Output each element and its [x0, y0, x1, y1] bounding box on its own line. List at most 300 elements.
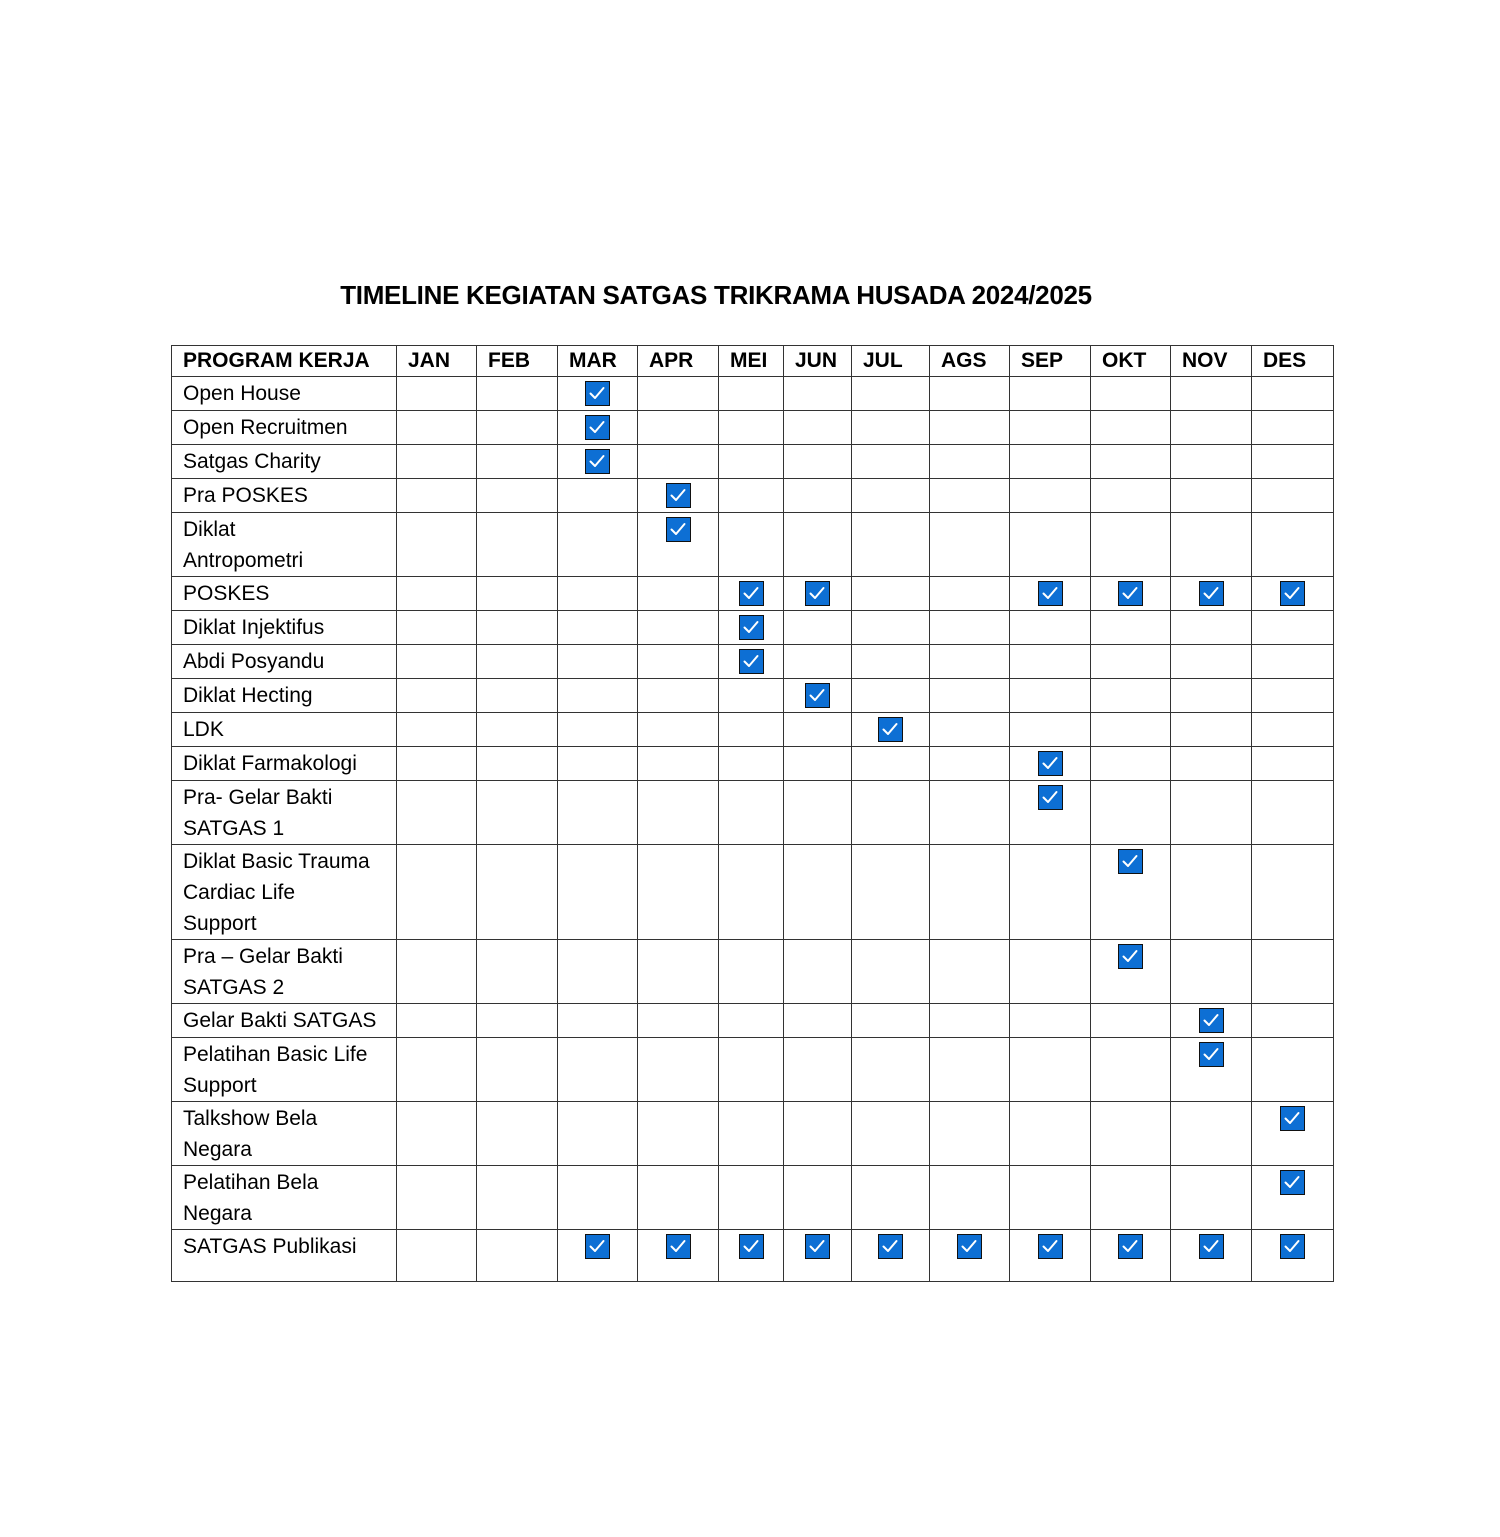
program-name-cell [172, 411, 397, 445]
month-cell-sep [1010, 411, 1091, 445]
month-cell-jan [397, 1102, 477, 1166]
month-cell-mar [558, 611, 638, 645]
month-cell-des [1252, 445, 1334, 479]
month-cell-okt [1091, 1004, 1171, 1038]
month-cell-jul [852, 679, 930, 713]
month-cell-jul [852, 445, 930, 479]
checked-checkbox-icon[interactable] [1199, 1042, 1224, 1067]
month-cell-apr [638, 679, 719, 713]
month-cell-nov [1171, 679, 1252, 713]
checkmark-icon [879, 1235, 901, 1257]
month-cell-apr [638, 445, 719, 479]
program-name-line: Diklat Hecting [183, 684, 313, 707]
month-cell-okt [1091, 445, 1171, 479]
month-cell-jan [397, 645, 477, 679]
month-cell-feb [477, 1038, 558, 1102]
month-cell-mei [719, 1230, 784, 1282]
table-row [172, 513, 1334, 577]
month-cell-ags [930, 513, 1010, 577]
checked-checkbox-icon[interactable] [739, 649, 764, 674]
month-cell-mei [719, 1004, 784, 1038]
month-cell-mar [558, 377, 638, 411]
checkmark-icon [958, 1235, 980, 1257]
month-cell-mei [719, 411, 784, 445]
month-cell-feb [477, 845, 558, 940]
checkmark-icon [586, 450, 608, 472]
table-row [172, 1166, 1334, 1230]
month-cell-jun [784, 445, 852, 479]
month-cell-ags [930, 645, 1010, 679]
month-cell-nov [1171, 1166, 1252, 1230]
table-row [172, 577, 1334, 611]
month-cell-jul [852, 1230, 930, 1282]
month-cell-jan [397, 377, 477, 411]
month-cell-apr [638, 411, 719, 445]
month-cell-feb [477, 645, 558, 679]
month-header-nov: NOV [1171, 346, 1252, 377]
checkmark-icon [806, 684, 828, 706]
checked-checkbox-icon[interactable] [739, 581, 764, 606]
month-cell-jul [852, 781, 930, 845]
month-cell-ags [930, 1004, 1010, 1038]
month-cell-jul [852, 513, 930, 577]
checkmark-icon [586, 382, 608, 404]
month-cell-feb [477, 940, 558, 1004]
month-cell-jan [397, 781, 477, 845]
month-cell-okt [1091, 845, 1171, 940]
month-header-jun: JUN [784, 346, 852, 377]
month-cell-jun [784, 1230, 852, 1282]
month-cell-jul [852, 747, 930, 781]
month-cell-ags [930, 377, 1010, 411]
checked-checkbox-icon[interactable] [1038, 785, 1063, 810]
checkmark-icon [1039, 1235, 1061, 1257]
table-row [172, 747, 1334, 781]
program-name-line: Gelar Bakti SATGAS [183, 1009, 377, 1032]
checked-checkbox-icon[interactable] [1280, 1170, 1305, 1195]
month-cell-ags [930, 1230, 1010, 1282]
month-cell-nov [1171, 445, 1252, 479]
month-cell-nov [1171, 411, 1252, 445]
month-cell-nov [1171, 611, 1252, 645]
month-cell-feb [477, 611, 558, 645]
month-cell-okt [1091, 1230, 1171, 1282]
month-cell-jan [397, 1166, 477, 1230]
month-cell-sep [1010, 1038, 1091, 1102]
month-cell-mar [558, 513, 638, 577]
month-cell-apr [638, 1038, 719, 1102]
program-name-line: Open House [183, 382, 301, 405]
table-body [172, 377, 1334, 1282]
month-cell-apr [638, 577, 719, 611]
month-cell-mei [719, 1038, 784, 1102]
month-cell-sep [1010, 747, 1091, 781]
program-name-cell [172, 940, 397, 1004]
month-cell-okt [1091, 940, 1171, 1004]
table-row [172, 1102, 1334, 1166]
month-cell-sep [1010, 679, 1091, 713]
month-cell-jun [784, 713, 852, 747]
month-cell-jun [784, 377, 852, 411]
month-cell-okt [1091, 747, 1171, 781]
program-name-cell [172, 1230, 397, 1282]
checkmark-icon [1200, 1235, 1222, 1257]
month-cell-ags [930, 1102, 1010, 1166]
month-cell-sep [1010, 377, 1091, 411]
month-cell-ags [930, 1038, 1010, 1102]
month-cell-okt [1091, 479, 1171, 513]
month-cell-des [1252, 1102, 1334, 1166]
month-header-ags: AGS [930, 346, 1010, 377]
month-cell-ags [930, 1166, 1010, 1230]
program-name-line: SATGAS 2 [183, 976, 285, 999]
checked-checkbox-icon[interactable] [1280, 1106, 1305, 1131]
program-name-line: Satgas Charity [183, 450, 321, 473]
checked-checkbox-icon[interactable] [1038, 581, 1063, 606]
program-name-line: Antropometri [183, 549, 304, 572]
month-cell-jun [784, 479, 852, 513]
month-cell-mei [719, 445, 784, 479]
month-cell-okt [1091, 513, 1171, 577]
checked-checkbox-icon[interactable] [585, 415, 610, 440]
checked-checkbox-icon[interactable] [585, 381, 610, 406]
checked-checkbox-icon[interactable] [1118, 849, 1143, 874]
month-cell-mei [719, 781, 784, 845]
month-cell-jan [397, 1230, 477, 1282]
month-cell-apr [638, 1102, 719, 1166]
month-cell-ags [930, 411, 1010, 445]
month-cell-jul [852, 377, 930, 411]
month-header-jul: JUL [852, 346, 930, 377]
month-cell-sep [1010, 1102, 1091, 1166]
month-cell-jan [397, 577, 477, 611]
table-row [172, 1004, 1334, 1038]
month-cell-ags [930, 713, 1010, 747]
month-cell-jan [397, 845, 477, 940]
table-row [172, 845, 1334, 940]
program-name-line: Diklat Basic Trauma [183, 850, 370, 873]
checked-checkbox-icon[interactable] [1280, 1234, 1305, 1259]
month-cell-jul [852, 577, 930, 611]
month-cell-nov [1171, 1230, 1252, 1282]
program-name-line: LDK [183, 718, 224, 741]
month-cell-okt [1091, 1166, 1171, 1230]
month-cell-ags [930, 845, 1010, 940]
month-cell-des [1252, 940, 1334, 1004]
month-cell-jun [784, 513, 852, 577]
month-cell-mar [558, 1230, 638, 1282]
checkmark-icon [586, 416, 608, 438]
month-cell-des [1252, 747, 1334, 781]
month-cell-jul [852, 1102, 930, 1166]
program-name-cell [172, 513, 397, 577]
month-cell-nov [1171, 645, 1252, 679]
month-cell-des [1252, 611, 1334, 645]
program-name-line: SATGAS 1 [183, 817, 285, 840]
month-cell-okt [1091, 611, 1171, 645]
table-row [172, 1230, 1334, 1282]
month-cell-okt [1091, 411, 1171, 445]
program-name-cell [172, 781, 397, 845]
month-cell-apr [638, 1230, 719, 1282]
checkmark-icon [1119, 582, 1141, 604]
month-cell-nov [1171, 1102, 1252, 1166]
month-cell-ags [930, 611, 1010, 645]
checkmark-icon [1281, 582, 1303, 604]
month-cell-okt [1091, 713, 1171, 747]
checkmark-icon [667, 1235, 689, 1257]
checkmark-icon [667, 484, 689, 506]
month-cell-apr [638, 645, 719, 679]
month-cell-jun [784, 411, 852, 445]
program-name-cell [172, 1166, 397, 1230]
month-cell-feb [477, 713, 558, 747]
month-cell-apr [638, 1004, 719, 1038]
month-cell-sep [1010, 445, 1091, 479]
month-cell-ags [930, 445, 1010, 479]
checked-checkbox-icon[interactable] [1118, 1234, 1143, 1259]
timeline-table [171, 345, 1334, 1282]
month-cell-ags [930, 747, 1010, 781]
month-cell-nov [1171, 747, 1252, 781]
program-name-cell [172, 577, 397, 611]
program-name-cell [172, 747, 397, 781]
checkmark-icon [1039, 752, 1061, 774]
month-cell-mar [558, 845, 638, 940]
table-row [172, 611, 1334, 645]
month-cell-jul [852, 411, 930, 445]
program-name-line: Pra- Gelar Bakti [183, 786, 333, 809]
month-cell-okt [1091, 645, 1171, 679]
program-name-cell [172, 377, 397, 411]
program-name-line: Diklat Farmakologi [183, 752, 357, 775]
month-cell-des [1252, 377, 1334, 411]
month-cell-apr [638, 747, 719, 781]
month-cell-jun [784, 1004, 852, 1038]
checkmark-icon [740, 616, 762, 638]
checkmark-icon [879, 718, 901, 740]
checkmark-icon [586, 1235, 608, 1257]
month-cell-sep [1010, 645, 1091, 679]
month-cell-feb [477, 1230, 558, 1282]
checked-checkbox-icon[interactable] [739, 1234, 764, 1259]
checked-checkbox-icon[interactable] [1038, 1234, 1063, 1259]
checked-checkbox-icon[interactable] [666, 483, 691, 508]
program-name-line: Pelatihan Basic Life [183, 1043, 368, 1066]
program-name-cell [172, 479, 397, 513]
program-name-line: Cardiac Life [183, 881, 296, 904]
month-cell-mar [558, 411, 638, 445]
month-cell-mei [719, 845, 784, 940]
month-cell-jun [784, 1166, 852, 1230]
checked-checkbox-icon[interactable] [585, 1234, 610, 1259]
month-cell-apr [638, 611, 719, 645]
checked-checkbox-icon[interactable] [666, 1234, 691, 1259]
program-name-line: SATGAS Publikasi [183, 1235, 357, 1258]
month-cell-nov [1171, 577, 1252, 611]
month-cell-jun [784, 940, 852, 1004]
program-name-cell [172, 445, 397, 479]
table-row [172, 377, 1334, 411]
month-cell-des [1252, 645, 1334, 679]
month-cell-ags [930, 479, 1010, 513]
month-cell-apr [638, 713, 719, 747]
checkmark-icon [806, 582, 828, 604]
checkmark-icon [1200, 1043, 1222, 1065]
checked-checkbox-icon[interactable] [1199, 1234, 1224, 1259]
program-name-cell [172, 611, 397, 645]
month-cell-mar [558, 1166, 638, 1230]
month-cell-apr [638, 479, 719, 513]
month-header-okt: OKT [1091, 346, 1171, 377]
checked-checkbox-icon[interactable] [1199, 1008, 1224, 1033]
program-name-line: POSKES [183, 582, 270, 605]
month-cell-mar [558, 479, 638, 513]
month-cell-jan [397, 713, 477, 747]
month-cell-jul [852, 940, 930, 1004]
month-cell-apr [638, 377, 719, 411]
month-cell-jul [852, 1166, 930, 1230]
month-cell-nov [1171, 781, 1252, 845]
month-cell-mar [558, 445, 638, 479]
table-row [172, 940, 1334, 1004]
program-name-cell [172, 713, 397, 747]
checkmark-icon [1119, 850, 1141, 872]
month-cell-jun [784, 645, 852, 679]
month-cell-jun [784, 1038, 852, 1102]
month-cell-des [1252, 781, 1334, 845]
month-cell-sep [1010, 1166, 1091, 1230]
checkmark-icon [1281, 1235, 1303, 1257]
table-row [172, 479, 1334, 513]
month-cell-jul [852, 1038, 930, 1102]
program-name-line: Support [183, 1074, 257, 1097]
checkmark-icon [1119, 1235, 1141, 1257]
document-title: TIMELINE KEGIATAN SATGAS TRIKRAMA HUSADA 2024/2025 [340, 280, 1092, 310]
program-name-line: Talkshow Bela [183, 1107, 318, 1130]
checked-checkbox-icon[interactable] [1199, 581, 1224, 606]
month-cell-okt [1091, 679, 1171, 713]
program-name-cell [172, 1102, 397, 1166]
program-name-cell [172, 1038, 397, 1102]
month-cell-jul [852, 1004, 930, 1038]
month-cell-sep [1010, 940, 1091, 1004]
month-header-mei: MEI [719, 346, 784, 377]
checked-checkbox-icon[interactable] [1118, 581, 1143, 606]
month-cell-feb [477, 1004, 558, 1038]
month-cell-des [1252, 713, 1334, 747]
month-cell-des [1252, 1004, 1334, 1038]
table-row [172, 645, 1334, 679]
month-cell-mei [719, 747, 784, 781]
month-cell-des [1252, 845, 1334, 940]
month-cell-nov [1171, 845, 1252, 940]
checked-checkbox-icon[interactable] [1118, 944, 1143, 969]
table-header [172, 346, 1334, 377]
checked-checkbox-icon[interactable] [1280, 581, 1305, 606]
checked-checkbox-icon[interactable] [957, 1234, 982, 1259]
checked-checkbox-icon[interactable] [739, 615, 764, 640]
table-row [172, 1038, 1334, 1102]
month-cell-jun [784, 781, 852, 845]
month-cell-feb [477, 747, 558, 781]
month-cell-jan [397, 1038, 477, 1102]
program-name-line: Negara [183, 1138, 252, 1161]
month-cell-okt [1091, 781, 1171, 845]
program-name-line: Pra – Gelar Bakti [183, 945, 343, 968]
month-cell-jun [784, 577, 852, 611]
month-cell-sep [1010, 781, 1091, 845]
checked-checkbox-icon[interactable] [805, 683, 830, 708]
checked-checkbox-icon[interactable] [805, 1234, 830, 1259]
month-cell-feb [477, 1166, 558, 1230]
month-cell-feb [477, 377, 558, 411]
month-cell-sep [1010, 513, 1091, 577]
program-kerja-header: PROGRAM KERJA [172, 346, 397, 377]
month-cell-des [1252, 513, 1334, 577]
month-cell-sep [1010, 611, 1091, 645]
month-cell-mei [719, 577, 784, 611]
month-cell-ags [930, 781, 1010, 845]
checked-checkbox-icon[interactable] [666, 517, 691, 542]
program-name-line: Support [183, 912, 257, 935]
month-cell-apr [638, 781, 719, 845]
month-cell-sep [1010, 1230, 1091, 1282]
checked-checkbox-icon[interactable] [878, 717, 903, 742]
month-cell-feb [477, 411, 558, 445]
table-row [172, 411, 1334, 445]
month-cell-nov [1171, 377, 1252, 411]
month-cell-nov [1171, 513, 1252, 577]
month-cell-jul [852, 479, 930, 513]
month-cell-sep [1010, 577, 1091, 611]
month-cell-mei [719, 713, 784, 747]
month-cell-apr [638, 940, 719, 1004]
month-cell-sep [1010, 1004, 1091, 1038]
program-name-cell [172, 645, 397, 679]
month-cell-okt [1091, 577, 1171, 611]
checked-checkbox-icon[interactable] [878, 1234, 903, 1259]
month-cell-mar [558, 577, 638, 611]
checked-checkbox-icon[interactable] [805, 581, 830, 606]
month-header-sep: SEP [1010, 346, 1091, 377]
month-cell-des [1252, 411, 1334, 445]
checkmark-icon [1281, 1171, 1303, 1193]
month-cell-nov [1171, 713, 1252, 747]
month-cell-okt [1091, 1102, 1171, 1166]
table-row [172, 679, 1334, 713]
program-name-line: Open Recruitmen [183, 416, 348, 439]
month-cell-jun [784, 747, 852, 781]
checkmark-icon [806, 1235, 828, 1257]
month-cell-des [1252, 479, 1334, 513]
checkmark-icon [740, 582, 762, 604]
checked-checkbox-icon[interactable] [1038, 751, 1063, 776]
month-cell-mar [558, 940, 638, 1004]
month-cell-des [1252, 679, 1334, 713]
month-cell-des [1252, 1166, 1334, 1230]
checkmark-icon [1039, 582, 1061, 604]
month-cell-nov [1171, 1038, 1252, 1102]
program-name-line: Abdi Posyandu [183, 650, 325, 673]
checkmark-icon [1119, 945, 1141, 967]
month-header-mar: MAR [558, 346, 638, 377]
program-name-line: Diklat [183, 518, 236, 541]
month-cell-jan [397, 611, 477, 645]
month-cell-nov [1171, 479, 1252, 513]
checked-checkbox-icon[interactable] [585, 449, 610, 474]
month-cell-des [1252, 577, 1334, 611]
